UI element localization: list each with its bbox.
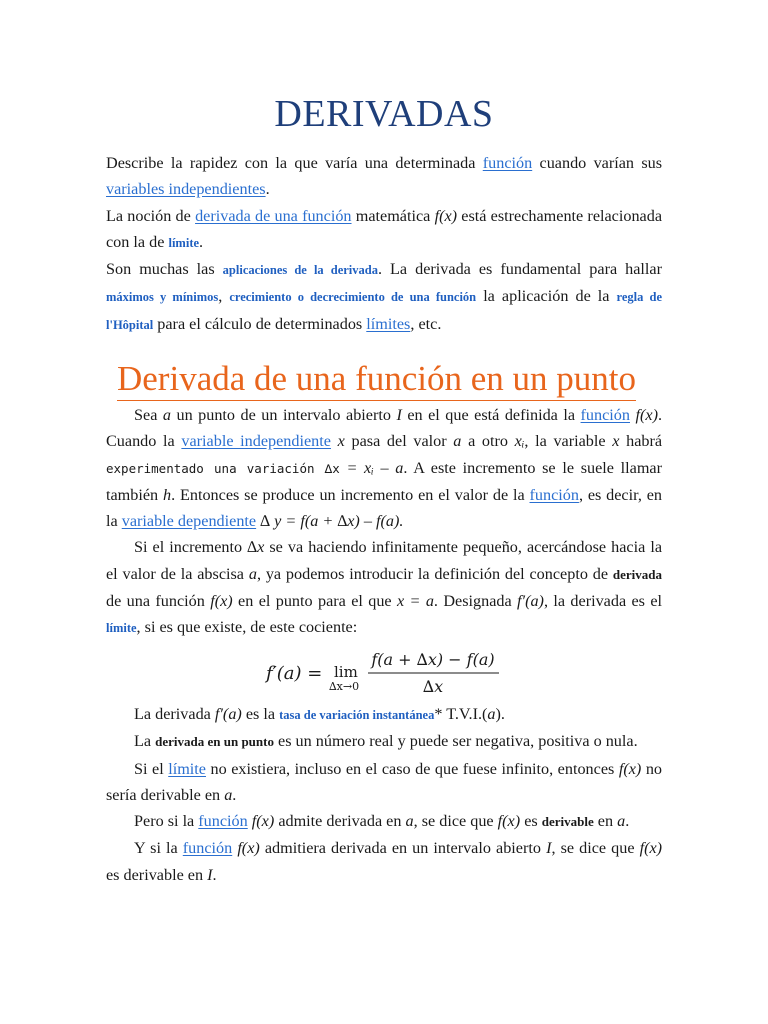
- link-limite[interactable]: límite: [168, 759, 206, 778]
- text: un punto de un intervalo abierto: [176, 406, 391, 424]
- text: de una función: [106, 592, 205, 611]
- formula-lim: lim: [334, 663, 358, 681]
- text: es la: [245, 705, 276, 723]
- math-eq: ∆ y = f(a + ∆x) – f(a).: [260, 512, 404, 531]
- text: en el que está definida la: [407, 406, 576, 424]
- link-derivada-de-una-funcion[interactable]: derivada de una función: [195, 206, 352, 225]
- text: matemática: [355, 206, 431, 225]
- math-var: a: [162, 406, 171, 424]
- link-funcion[interactable]: función: [482, 154, 533, 172]
- math-var: a: [487, 705, 496, 723]
- bold-term: derivada en un punto: [155, 734, 274, 750]
- text: , la derivada es el: [543, 592, 663, 611]
- intro-paragraph-2: [106, 203, 662, 257]
- link-regla-hopital[interactable]: regla de l'Hôpital: [106, 290, 662, 332]
- page-title: DERIVADAS: [274, 93, 494, 135]
- text: . Designada: [433, 592, 512, 611]
- derivative-formula: [106, 646, 662, 698]
- text: Son muchas las: [106, 260, 215, 279]
- math-var: x: [337, 432, 345, 451]
- text: , si es que existe, de este cociente:: [136, 618, 358, 637]
- text: Sea: [134, 406, 158, 424]
- text: no existiera, incluso en el caso de que fuese infinito, entonces: [210, 759, 615, 778]
- math-var: a: [248, 564, 257, 583]
- section-heading: Derivada de una función en un punto: [117, 358, 636, 401]
- link-variables-independientes[interactable]: variables independientes: [106, 180, 266, 199]
- text: en el punto para el que: [238, 592, 392, 611]
- math-fx: f(x): [251, 812, 275, 831]
- math-fx: f(x): [639, 839, 663, 858]
- formula-denominator: ∆x: [422, 677, 444, 696]
- link-aplicaciones-derivada[interactable]: aplicaciones de la derivada: [222, 263, 378, 278]
- formula-numerator: f(a + ∆x) − f(a): [371, 650, 495, 669]
- text: se va haciendo infinitamente pequeño, acercándose hacia la el valor de la abscisa: [106, 538, 663, 583]
- math-fpa: f′(a): [517, 592, 544, 611]
- math-var: a: [453, 432, 462, 451]
- link-tasa-variacion[interactable]: tasa de variación instantánea: [279, 708, 435, 722]
- text: .: [232, 785, 237, 804]
- text: Si el incremento: [134, 538, 243, 557]
- body-paragraph-5: [106, 756, 662, 809]
- text: .: [212, 865, 217, 884]
- math-fx: f(x): [618, 759, 642, 778]
- text: . A este incremento se le suele llamar también: [106, 458, 663, 504]
- text-variation: experimentado una variación ∆x: [106, 460, 340, 476]
- math-var: a: [405, 812, 414, 831]
- math-fx: f(x): [237, 839, 260, 858]
- text: para el cálculo de determinados: [157, 314, 363, 333]
- body-paragraph-2: [106, 534, 662, 641]
- text: habrá: [626, 432, 663, 451]
- math-var: x: [612, 432, 620, 451]
- math-var: I: [396, 406, 402, 424]
- text: .: [199, 232, 204, 251]
- body-paragraph-6: [106, 808, 662, 835]
- text: , es decir, en la: [106, 485, 663, 531]
- text: admitiera derivada en un intervalo abierto: [264, 839, 541, 858]
- link-funcion[interactable]: función: [198, 812, 248, 831]
- text: Describe la rapidez con la que varía una determinada: [106, 154, 476, 172]
- text: no sería derivable en: [106, 759, 663, 804]
- math-var: xᵢ: [514, 432, 525, 451]
- text: ,: [218, 287, 223, 306]
- text: a otro: [468, 432, 508, 451]
- link-funcion[interactable]: función: [182, 839, 233, 858]
- formula-lim-sub: ∆x→0: [329, 680, 360, 693]
- text: , se dice que: [413, 812, 494, 831]
- text: está estrechamente relacionada con la de: [106, 206, 663, 251]
- body-paragraph-3: [106, 701, 662, 728]
- formula-lhs: f′(a) =: [266, 663, 323, 684]
- math-fx: f(x): [497, 812, 521, 831]
- intro-paragraph-3: [106, 256, 662, 338]
- math-eq: = xᵢ – a: [346, 458, 404, 477]
- section-body: [106, 402, 662, 642]
- text: es un número real y puede ser negativa, positiva o nula.: [278, 732, 638, 751]
- text: es: [524, 812, 538, 831]
- link-limite[interactable]: límite: [106, 621, 137, 636]
- math-var: I: [207, 865, 213, 884]
- text: Pero si la: [134, 812, 195, 831]
- section-body-2: [106, 701, 662, 888]
- math-var: a: [224, 785, 233, 804]
- link-funcion[interactable]: función: [580, 406, 630, 424]
- body-paragraph-1: [106, 402, 662, 534]
- text: , ya podemos introducir la definición del concepto de: [256, 564, 609, 583]
- text: Y si la: [134, 839, 178, 858]
- math-var: a: [617, 812, 626, 831]
- text: admite derivada en: [278, 812, 402, 831]
- link-limites[interactable]: límites: [366, 314, 411, 333]
- text: cuando varían sus: [539, 154, 663, 172]
- body-paragraph-4: [106, 728, 662, 755]
- intro-section: [106, 150, 662, 338]
- text: es derivable en: [106, 865, 204, 884]
- text: ).: [495, 705, 505, 723]
- link-crecimiento[interactable]: crecimiento o decrecimiento de una función: [229, 290, 477, 305]
- math-eq: x = a: [396, 592, 434, 611]
- text: , se dice que: [551, 839, 635, 858]
- text: .: [265, 180, 270, 199]
- math-fx: f(x): [635, 406, 658, 424]
- text: .: [625, 812, 630, 831]
- text: . La derivada es fundamental para hallar: [377, 260, 663, 279]
- text: , la variable: [524, 432, 606, 451]
- math-fx: f(x): [210, 592, 233, 611]
- link-variable-independiente[interactable]: variable independiente: [181, 432, 331, 451]
- bold-term: derivable: [541, 814, 594, 830]
- text: , etc.: [410, 314, 442, 333]
- link-maximos-minimos[interactable]: máximos y mínimos: [106, 290, 219, 305]
- link-funcion[interactable]: función: [529, 485, 579, 504]
- math-var: ∆x: [247, 538, 265, 557]
- text: la aplicación de la: [483, 287, 610, 306]
- text: pasa del valor: [351, 432, 447, 451]
- text: * T.V.I.(: [434, 705, 488, 723]
- text: en: [597, 812, 614, 831]
- math-fx: f(x): [434, 206, 458, 225]
- math-var: h: [163, 485, 172, 504]
- bold-term: derivada: [612, 566, 663, 582]
- text: La: [134, 732, 152, 751]
- text: . Cuando la: [106, 406, 663, 451]
- math-fpa: f′(a): [214, 705, 242, 723]
- text: . Entonces se produce un incremento en el valor de la: [171, 485, 525, 504]
- text: La noción de: [106, 206, 191, 225]
- link-variable-dependiente[interactable]: variable dependiente: [121, 512, 257, 531]
- body-paragraph-7: [106, 835, 662, 888]
- intro-paragraph-1: [106, 150, 662, 203]
- math-var: I: [546, 839, 552, 858]
- text: Si el: [134, 759, 164, 778]
- link-limite[interactable]: límite: [168, 235, 200, 250]
- text: La derivada: [134, 705, 211, 723]
